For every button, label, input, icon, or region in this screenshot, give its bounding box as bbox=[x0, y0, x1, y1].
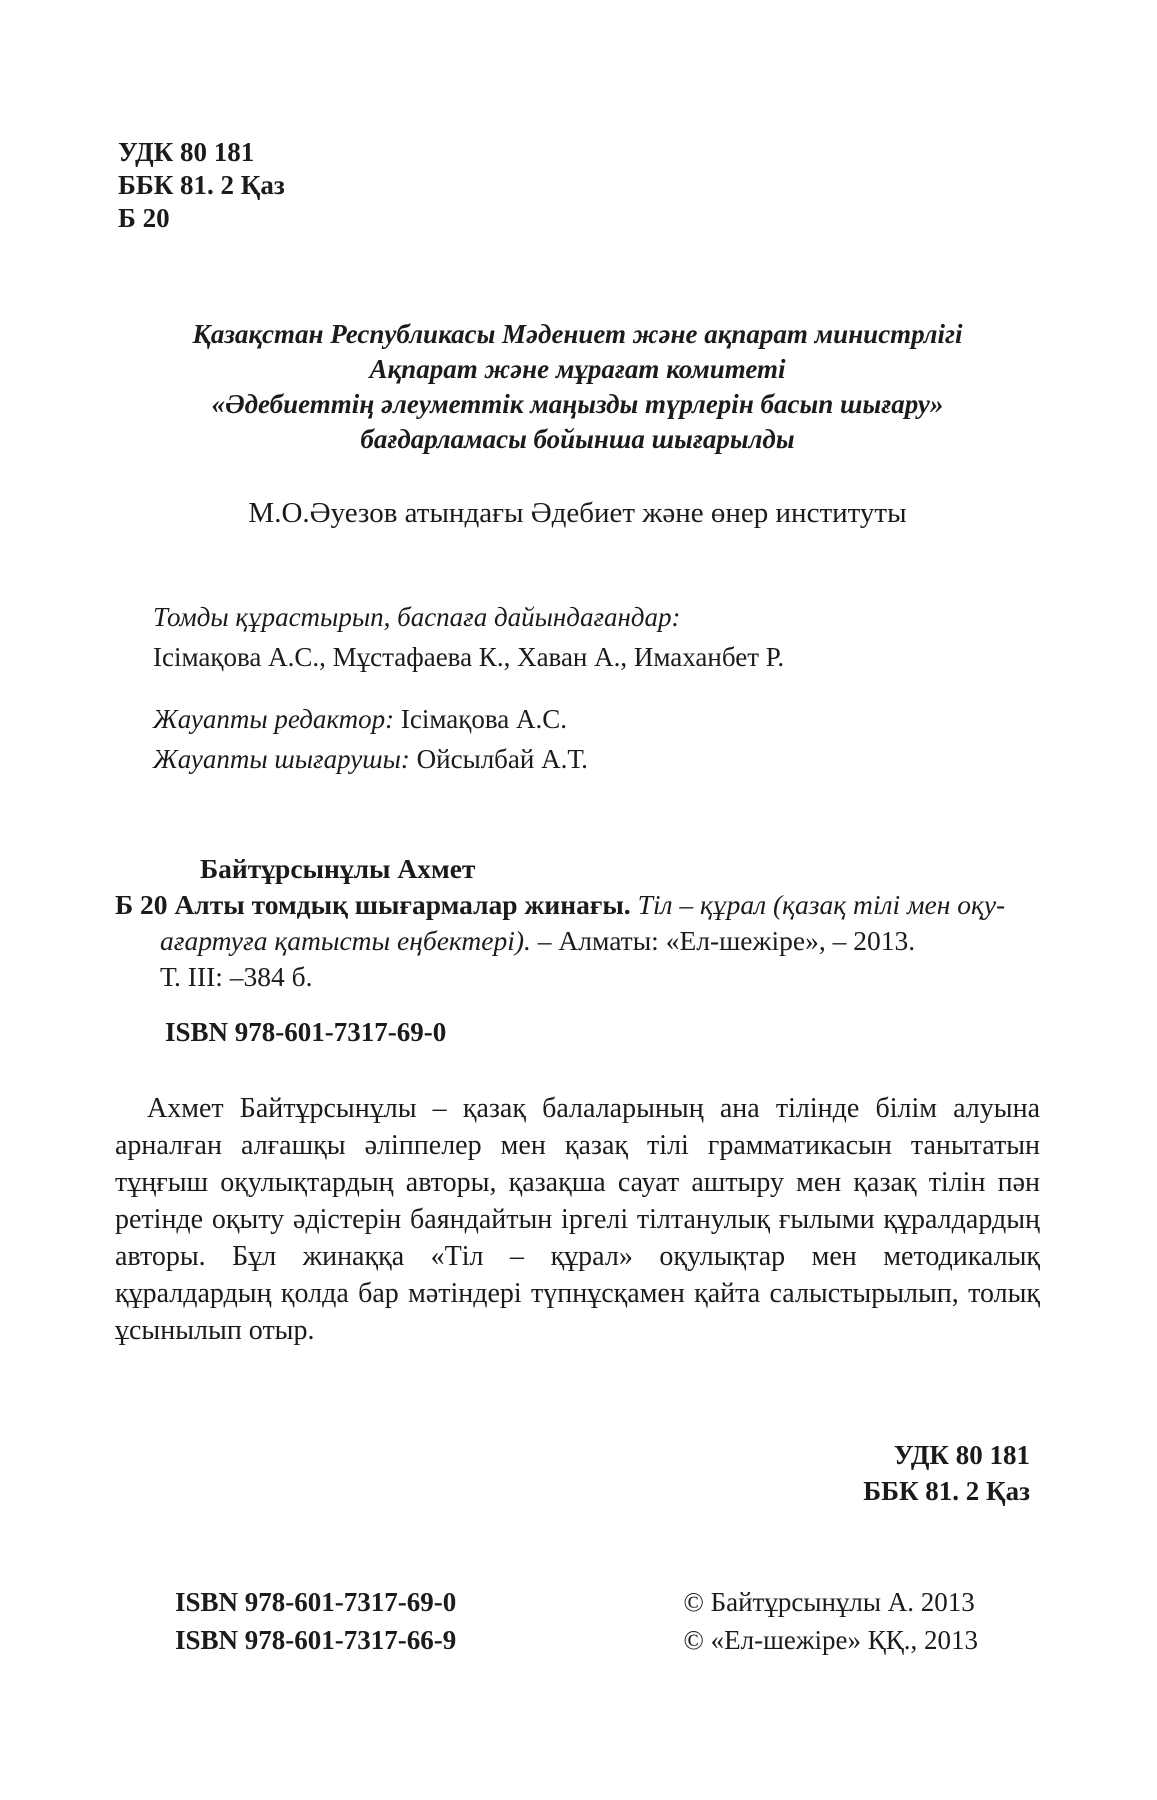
bbk-code-bottom: ББК 81. 2 Қаз bbox=[863, 1476, 1030, 1506]
footer-isbn-copyright-row bbox=[115, 1583, 1040, 1659]
compilers-label: Томды құрастырып, баспаға дайындағандар: bbox=[153, 602, 681, 632]
responsible-editor-label: Жауапты редактор: bbox=[153, 704, 395, 734]
copyright-publisher: © «Ел-шежіре» ҚҚ., 2013 bbox=[683, 1625, 978, 1655]
responsible-publisher-name: Ойсылбай А.Т. bbox=[416, 744, 588, 774]
institute-line: М.О.Әуезов атындағы Әдебиет және өнер институты bbox=[248, 497, 907, 529]
copyright-author: © Байтұрсынұлы А. 2013 bbox=[683, 1587, 975, 1617]
catalog-subtitle-italic: ағартуға қатысты еңбектері). bbox=[160, 925, 531, 956]
catalog-entry-line-1 bbox=[115, 887, 1040, 923]
catalog-title-bold: Алты томдық шығармалар жинағы. bbox=[174, 889, 631, 920]
footer-isbn-2: ISBN 978-601-7317-66-9 bbox=[175, 1625, 457, 1655]
catalog-publisher-info: – Алматы: «Ел-шежіре», – 2013. bbox=[537, 925, 916, 956]
footer-codes-block bbox=[115, 1437, 1040, 1509]
annotation-paragraph: Ахмет Байтұрсынұлы – қазақ балаларының ана тілінде білім алуына арналған алғашқы әліппелер мен қазақ тілі грамматикасын танытатын тұңғыш оқулықтардың авторы, қазақша сауат аштыру мен қазақ тілін пән ретінде оқыту әдістерін баяндайтын іргелі тілтанулық ғылыми құралдардың авторы. Бұл жинаққа «Тіл – құрал» оқулықтар мен методикалық құралдардың қолда бар мәтіндері түпнұсқамен қайта салыстырылып, толық ұсынылып отыр. bbox=[115, 1093, 1040, 1346]
isbn-main: ISBN 978-601-7317-69-0 bbox=[165, 1017, 447, 1047]
compilers-names: Ісімақова А.С., Мұстафаева К., Хаван А., Имаханбет Р. bbox=[153, 642, 785, 672]
responsible-editor-name: Ісімақова А.С. bbox=[400, 704, 568, 734]
ministry-program-block bbox=[115, 317, 1040, 457]
responsible-editor-line bbox=[153, 699, 1040, 739]
footer-isbn-column bbox=[175, 1583, 456, 1659]
catalog-entry-line-2 bbox=[115, 923, 1040, 959]
catalog-volume-info: Т. III: –384 б. bbox=[160, 961, 313, 992]
ministry-line-1: Қазақстан Республикасы Мәдениет және ақпарат министрлігі bbox=[192, 319, 963, 349]
text-column bbox=[0, 136, 1157, 1659]
footer-copyright-column bbox=[683, 1583, 978, 1659]
header-codes-block bbox=[118, 136, 1040, 235]
catalog-title-italic: Тіл – құрал (қазақ тілі мен оқу- bbox=[637, 889, 1006, 920]
ministry-line-4: бағдарламасы бойынша шығарылды bbox=[360, 424, 795, 454]
udk-code-top: УДК 80 181 bbox=[118, 137, 255, 167]
footer-isbn-1: ISBN 978-601-7317-69-0 bbox=[175, 1587, 457, 1617]
responsible-publisher-label: Жауапты шығарушы: bbox=[153, 744, 410, 774]
editors-block bbox=[153, 699, 1040, 779]
udk-code-bottom: УДК 80 181 bbox=[893, 1440, 1030, 1470]
ministry-line-2: Ақпарат және мұрағат комитеті bbox=[369, 354, 786, 384]
compilers-block bbox=[153, 597, 1040, 677]
b20-code-top: Б 20 bbox=[118, 203, 170, 233]
catalog-code: Б 20 bbox=[115, 889, 168, 920]
bbk-code-top: ББК 81. 2 Қаз bbox=[118, 170, 285, 200]
catalog-author: Байтұрсынұлы Ахмет bbox=[200, 853, 476, 884]
catalog-entry bbox=[115, 851, 1040, 995]
responsible-publisher-line bbox=[153, 739, 1040, 779]
ministry-line-3: «Әдебиеттің әлеуметтік маңызды түрлерін басып шығару» bbox=[211, 389, 944, 419]
